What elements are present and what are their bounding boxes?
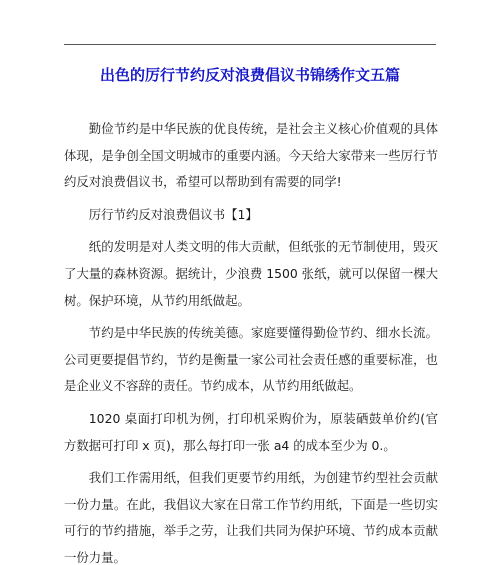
- document-body: [64, 116, 438, 565]
- section-heading: 厉行节约反对浪费倡议书【1】: [88, 206, 258, 222]
- intro-paragraph: 勤俭节约是中华民族的优良传统，是社会主义核心价值观的具体体现，是争创全国文明城市的重要内涵。今天给大家带来一些厉行节约反对浪费倡议书，希望可以帮助到有需要的同学!: [64, 121, 438, 190]
- body-paragraph: 纸的发明是对人类文明的伟大贡献，但纸张的无节制使用，毁灭了大量的森林资源。据统计，少浪费 1500 张纸，就可以保留一棵大树。保护环境，从节约用纸做起。: [64, 239, 438, 308]
- header-divider: [64, 44, 436, 45]
- body-paragraph: 我们工作需用纸，但我们更要节约用纸，为创建节约型社会贡献一份力量。在此，我倡议大家在日常工作节约用纸，下面是一些切实可行的节约措施，举手之劳，让我们共同为保护环境、节约成本贡献一份力量。: [64, 470, 438, 565]
- document-title: 出色的厉行节约反对浪费倡议书锦绣作文五篇: [99, 66, 400, 84]
- body-paragraph: 节约是中华民族的传统美德。家庭要懂得勤俭节约、细水长流。公司更要提倡节约，节约是衡量一家公司社会责任感的重要标准，也是企业义不容辞的责任。节约成本，从节约用纸做起。: [64, 325, 438, 394]
- body-paragraph: 1020 桌面打印机为例，打印机采购价为，原装硒鼓单价约(官方数据可打印 x 页)，那么每打印一张 a4 的成本至少为 0.。: [64, 410, 438, 453]
